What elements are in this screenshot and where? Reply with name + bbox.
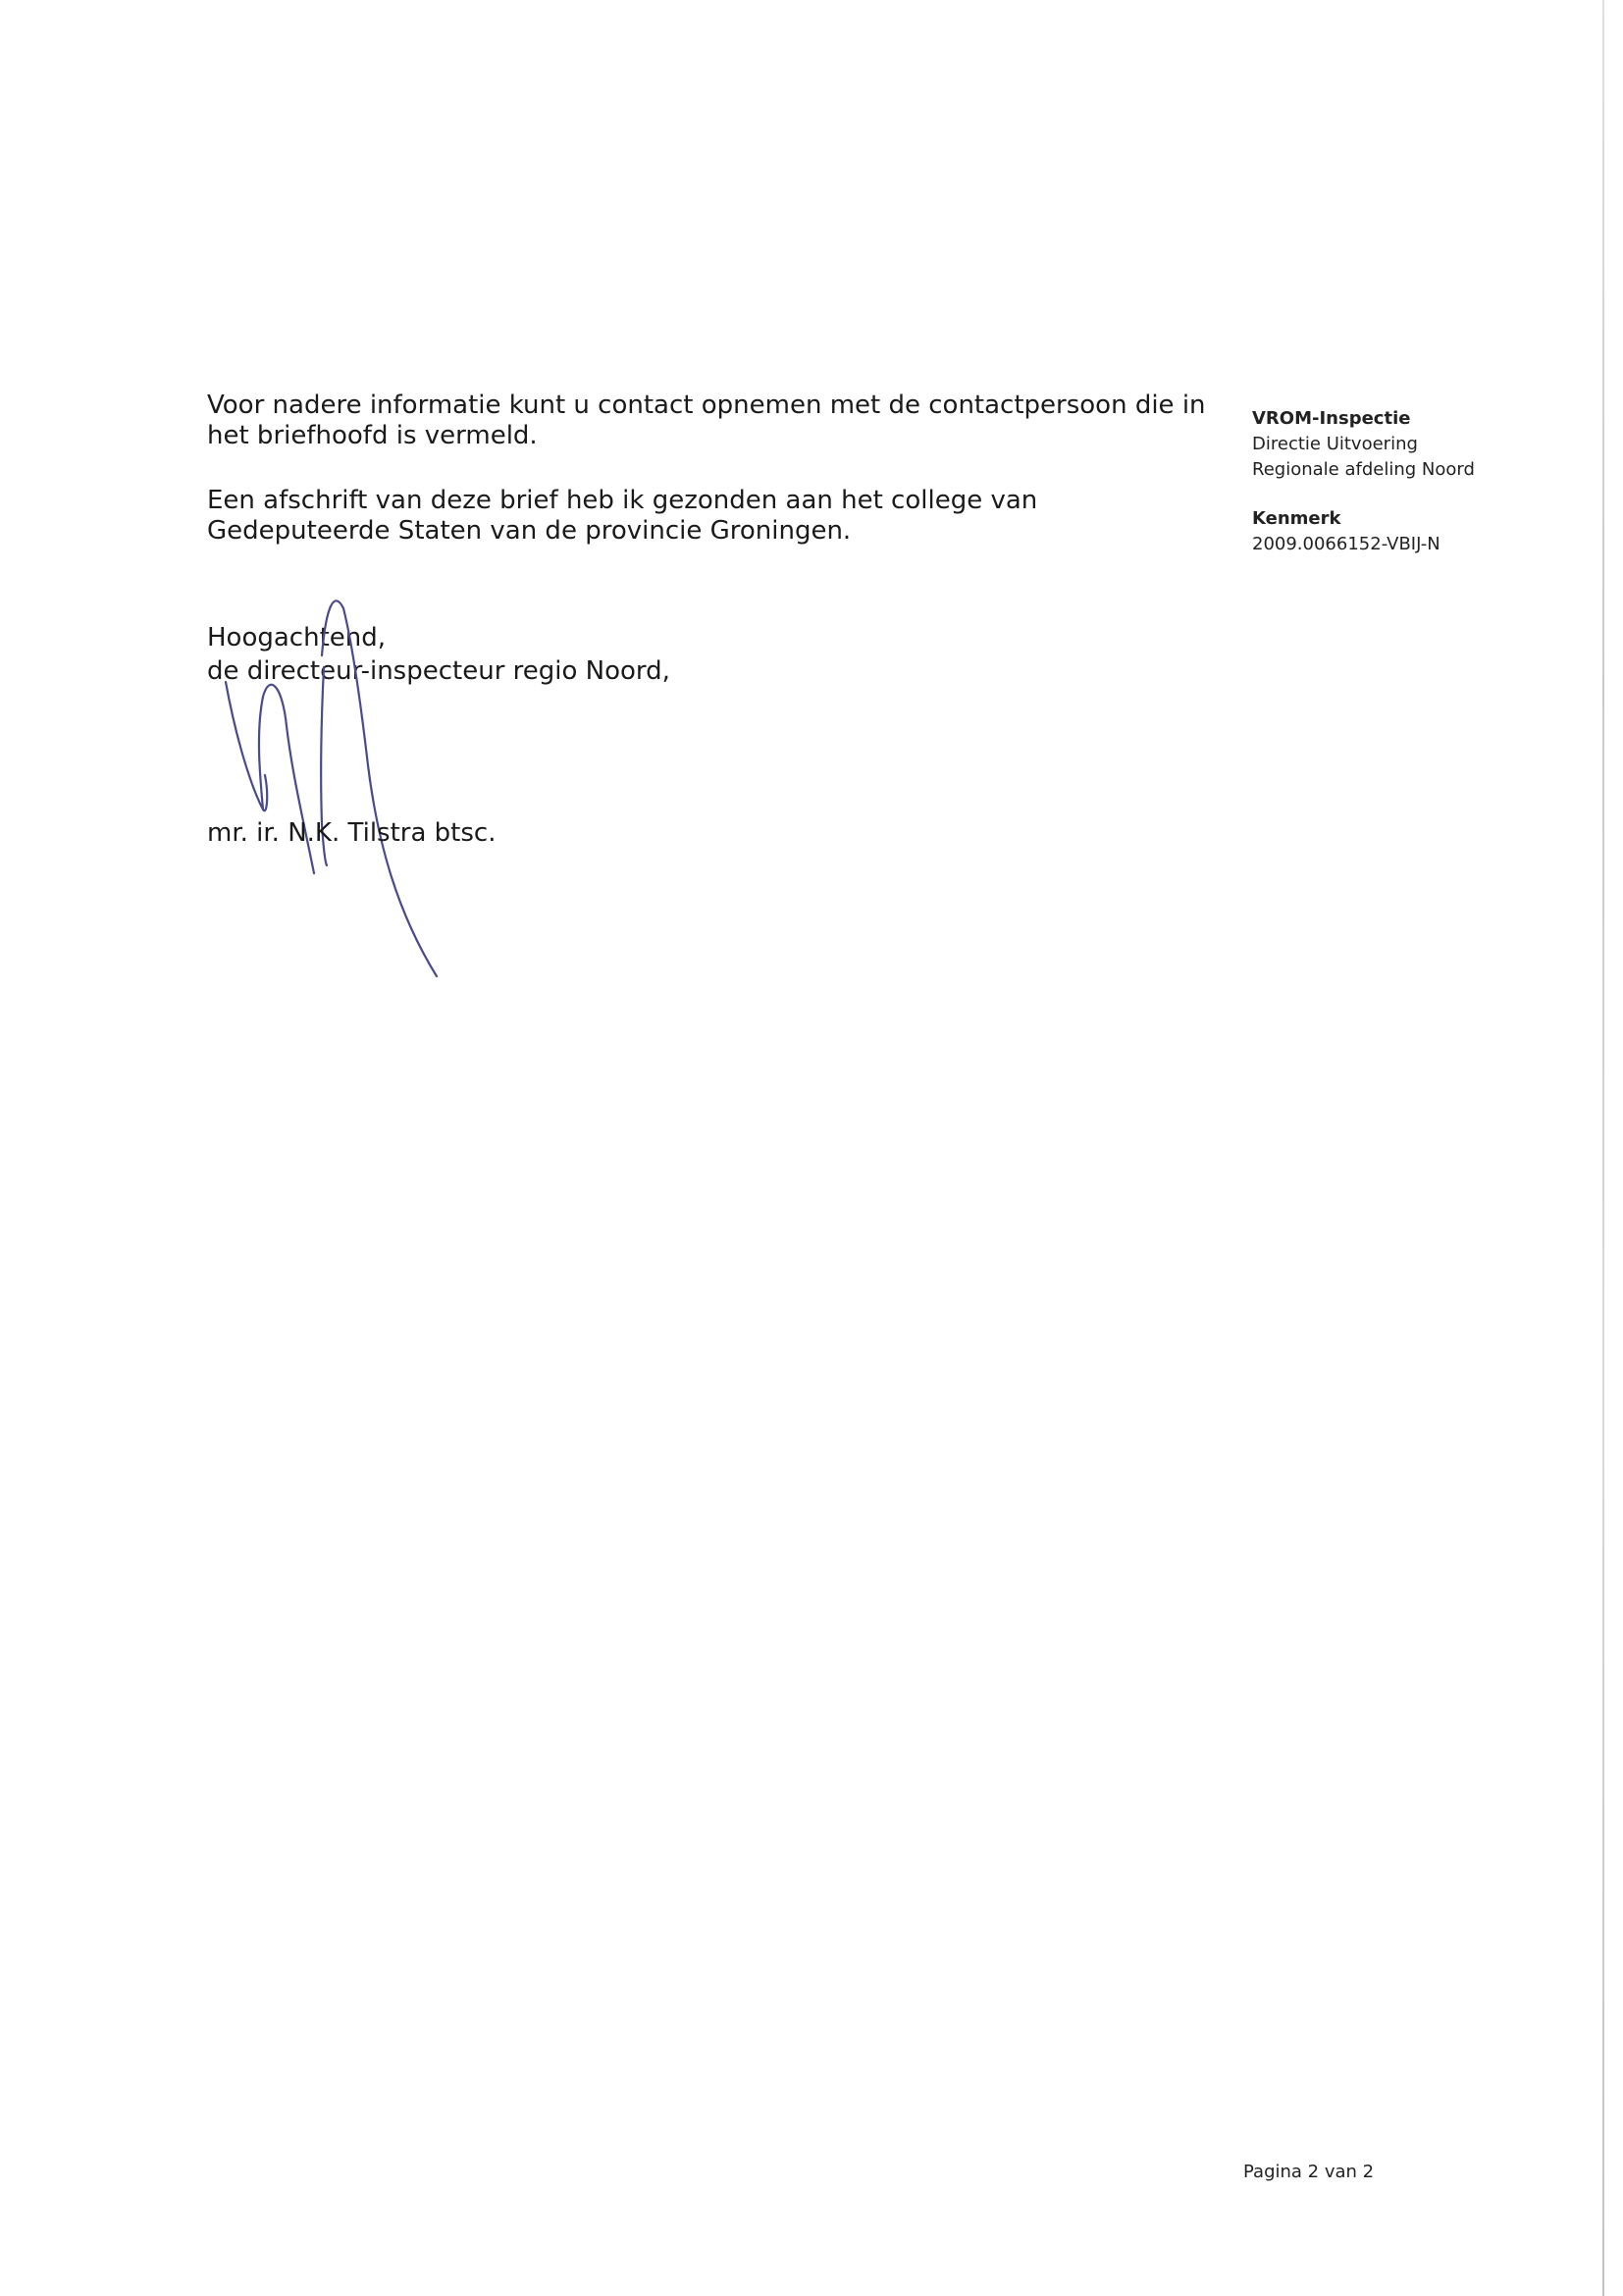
page-number: Pagina 2 van 2 [1243,2162,1375,2182]
sidebar-department: Directie Uitvoering [1252,434,1418,454]
sidebar-org: VROM-Inspectie [1252,408,1411,429]
sidebar-spacer [1252,483,1475,506]
scan-edge-line [1602,0,1604,2296]
closing-role: de directeur-inspecteur regio Noord, [207,656,670,686]
sidebar-reference-label: Kenmerk [1252,508,1341,529]
handwritten-signature [196,589,471,991]
letterhead-sidebar [1252,406,1475,557]
paragraph-copy-notice: Een afschrift van deze brief heb ik gezonden aan het college van Gedeputeerde Staten van de provincie Groningen. [207,486,1038,546]
sidebar-division: Regionale afdeling Noord [1252,459,1475,480]
sidebar-reference-value: 2009.0066152-VBIJ-N [1252,534,1440,554]
letter-body [207,391,1228,581]
closing-greeting: Hoogachtend, [207,623,387,652]
signatory-name: mr. ir. N.K. Tilstra btsc. [207,818,497,848]
paragraph-contact-info: Voor nadere informatie kunt u contact opnemen met de contactpersoon die in het briefhoofd is vermeld. [207,391,1206,450]
